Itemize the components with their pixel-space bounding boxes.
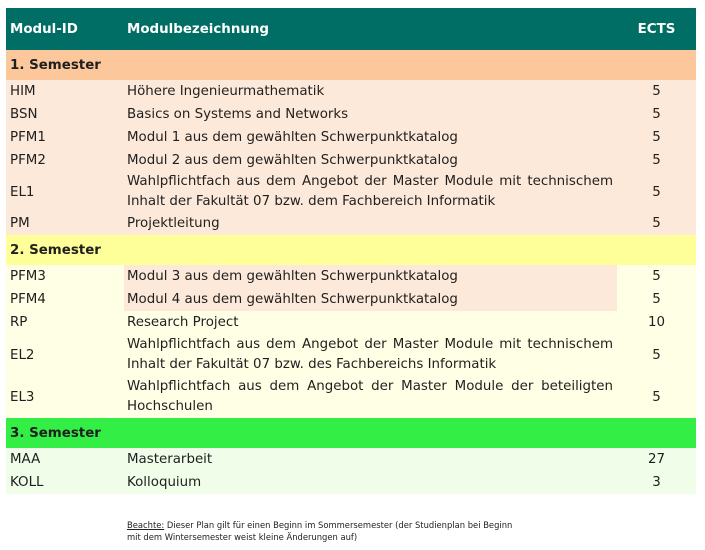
table-row	[6, 265, 696, 288]
module-ects: 5	[617, 126, 696, 149]
semester-heading-3	[6, 418, 696, 448]
table-row	[6, 212, 696, 235]
semester-heading-1	[6, 50, 696, 80]
semester-title: 1. Semester	[6, 50, 696, 80]
table-row	[6, 172, 696, 212]
module-name: Wahlpflichtfach aus dem Angebot der Master Module mit technischem Inhalt der Fakultät 07 bzw. dem Fachbereich Informatik	[124, 172, 617, 212]
module-name: Modul 4 aus dem gewählten Schwerpunktkatalog	[124, 288, 617, 311]
module-name: Wahlpflichtfach aus dem Angebot der Master Module der beteiligten Hochschulen	[124, 376, 617, 418]
table-header-row	[6, 8, 696, 50]
footnote	[127, 519, 527, 543]
module-ects: 3	[617, 471, 696, 494]
module-id: PM	[6, 212, 124, 235]
module-ects: 5	[617, 172, 696, 212]
module-ects: 5	[617, 149, 696, 172]
module-ects: 5	[617, 212, 696, 235]
footnote-label: Beachte:	[127, 520, 165, 530]
table-row	[6, 376, 696, 418]
module-id: PFM4	[6, 288, 124, 311]
table-row	[6, 448, 696, 471]
table-row	[6, 334, 696, 376]
module-name: Masterarbeit	[124, 448, 617, 471]
module-name: Modul 2 aus dem gewählten Schwerpunktkatalog	[124, 149, 617, 172]
column-header-modulbezeichnung: Modulbezeichnung	[124, 8, 617, 50]
module-name: Modul 3 aus dem gewählten Schwerpunktkatalog	[124, 265, 617, 288]
module-id: HIM	[6, 80, 124, 103]
module-ects: 5	[617, 80, 696, 103]
table-row	[6, 80, 696, 103]
module-id: EL3	[6, 376, 124, 418]
module-name: Kolloquium	[124, 471, 617, 494]
table-row	[6, 471, 696, 494]
table-row	[6, 288, 696, 311]
module-name: Projektleitung	[124, 212, 617, 235]
module-id: EL1	[6, 172, 124, 212]
module-id: BSN	[6, 103, 124, 126]
semester-title: 3. Semester	[6, 418, 696, 448]
module-ects: 10	[617, 311, 696, 334]
column-header-modul-id: Modul-ID	[6, 8, 124, 50]
module-name: Wahlpflichtfach aus dem Angebot der Master Module mit technischem Inhalt der Fakultät 07 bzw. des Fachbereichs Informatik	[124, 334, 617, 376]
module-name: Basics on Systems and Networks	[124, 103, 617, 126]
module-ects: 5	[617, 288, 696, 311]
table-row	[6, 311, 696, 334]
study-plan-table	[6, 8, 696, 494]
module-id: PFM1	[6, 126, 124, 149]
module-ects: 5	[617, 334, 696, 376]
column-header-ects: ECTS	[617, 8, 696, 50]
module-id: RP	[6, 311, 124, 334]
module-id: PFM2	[6, 149, 124, 172]
module-id: KOLL	[6, 471, 124, 494]
module-ects: 5	[617, 265, 696, 288]
table-row	[6, 149, 696, 172]
semester-title: 2. Semester	[6, 235, 696, 265]
table-row	[6, 103, 696, 126]
module-id: EL2	[6, 334, 124, 376]
table-row	[6, 126, 696, 149]
module-ects: 5	[617, 376, 696, 418]
module-name: Modul 1 aus dem gewählten Schwerpunktkatalog	[124, 126, 617, 149]
module-name: Research Project	[124, 311, 617, 334]
module-id: MAA	[6, 448, 124, 471]
footnote-text: Dieser Plan gilt für einen Beginn im Sommersemester (der Studienplan bei Beginn mit dem Wintersemester weist kleine Änderungen auf)	[127, 520, 513, 542]
module-ects: 27	[617, 448, 696, 471]
module-id: PFM3	[6, 265, 124, 288]
module-name: Höhere Ingenieurmathematik	[124, 80, 617, 103]
module-ects: 5	[617, 103, 696, 126]
semester-heading-2	[6, 235, 696, 265]
